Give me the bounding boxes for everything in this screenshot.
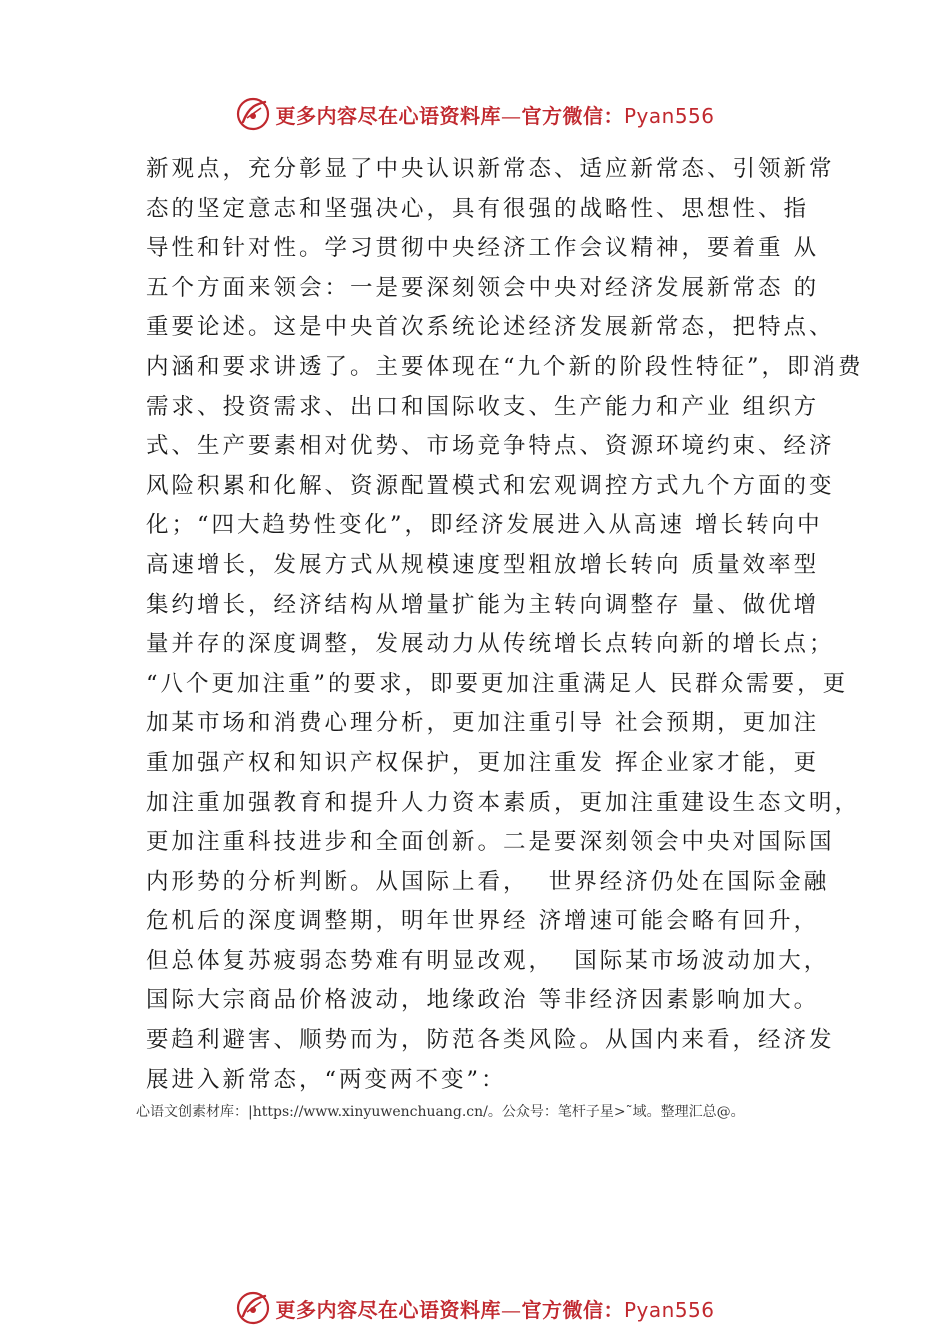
body-line: 重加强产权和知识产权保护，更加注重发 挥企业家才能，更 — [146, 749, 820, 776]
body-line: 内形势的分析判断。从国际上看， 世界经济仍处在国际金融 — [146, 868, 830, 895]
body-line: 展进入新常态，“两变两不变”： — [146, 1066, 507, 1093]
footer-wechat-label: 官方微信： — [521, 1297, 624, 1322]
body-line: 风险积累和化解、资源配置模式和宏观调控方式九个方面的变 — [146, 472, 835, 499]
body-line: 量并存的深度调整，发展动力从传统增长点转向新的增长点； — [146, 631, 835, 658]
body-line: 加注重加强教育和提升人力资本素质，更加注重建设生态文明， — [146, 789, 861, 816]
footer-banner-text — [275, 1294, 714, 1323]
footer-wechat-id: Pyan556 — [623, 1297, 715, 1322]
body-line: 国际大宗商品价格波动，地缘政治 等非经济因素影响加大。 — [146, 987, 820, 1014]
body-line: 但总体复苏疲弱态势难有明显改观， 国际某市场波动加大， — [146, 947, 830, 974]
xinyu-logo-icon — [235, 96, 271, 132]
footer-brand: 更多内容尽在心语资料库 — [275, 1297, 501, 1322]
header-wechat-label: 官方微信： — [521, 103, 624, 128]
body-line: 高速增长，发展方式从规模速度型粗放增长转向 质量效率型 — [146, 551, 820, 578]
body-line: 重要论述。这是中央首次系统论述经济发展新常态，把特点、 — [146, 314, 835, 341]
body-line: 加某市场和消费心理分析，更加注重引导 社会预期，更加注 — [146, 710, 820, 737]
body-line: 要趋利避害、顺势而为，防范各类风险。从国内来看，经济发 — [146, 1027, 835, 1054]
body-line: 需求、投资需求、出口和国际收支、生产能力和产业 组织方 — [146, 393, 820, 420]
body-line: 内涵和要求讲透了。主要体现在“九个新的阶段性特征”，即消费 — [146, 353, 864, 380]
body-line: 新观点，充分彰显了中央认识新常态、适应新常态、引领新常 — [146, 156, 835, 182]
header-banner — [0, 92, 950, 136]
body-line: 化；“四大趋势性变化”，即经济发展进入从高速 增长转向中 — [146, 512, 823, 539]
footer-separator: — — [500, 1297, 522, 1322]
header-separator: — — [500, 103, 522, 128]
source-footnote: 心语文创素材库：|https://www.xinyuwenchuang.cn/。公众号：笔杆子星>˜域。整理汇总@。 — [136, 1104, 745, 1120]
footer-banner — [0, 1286, 950, 1330]
header-brand: 更多内容尽在心语资料库 — [275, 103, 501, 128]
header-wechat-id: Pyan556 — [623, 103, 715, 128]
body-line: “八个更加注重”的要求，即要更加注重满足人 民群众需要，更 — [146, 670, 849, 697]
body-line: 态的坚定意志和坚强决心，具有很强的战略性、思想性、指 — [146, 195, 810, 222]
body-line: 集约增长，经济结构从增量扩能为主转向调整存 量、做优增 — [146, 591, 820, 618]
body-line: 危机后的深度调整期，明年世界经 济增速可能会略有回升， — [146, 908, 820, 935]
xinyu-logo-icon — [235, 1290, 271, 1326]
document-body — [146, 150, 864, 1100]
body-line: 导性和针对性。学习贯彻中央经济工作会议精神，要着重 从 — [146, 235, 820, 262]
header-banner-text — [275, 100, 714, 129]
body-line: 式、生产要素相对优势、市场竞争特点、资源环境约束、经济 — [146, 433, 835, 460]
body-line: 更加注重科技进步和全面创新。二是要深刻领会中央对国际国 — [146, 829, 835, 856]
body-line: 五个方面来领会：一是要深刻领会中央对经济发展新常态 的 — [146, 274, 820, 301]
